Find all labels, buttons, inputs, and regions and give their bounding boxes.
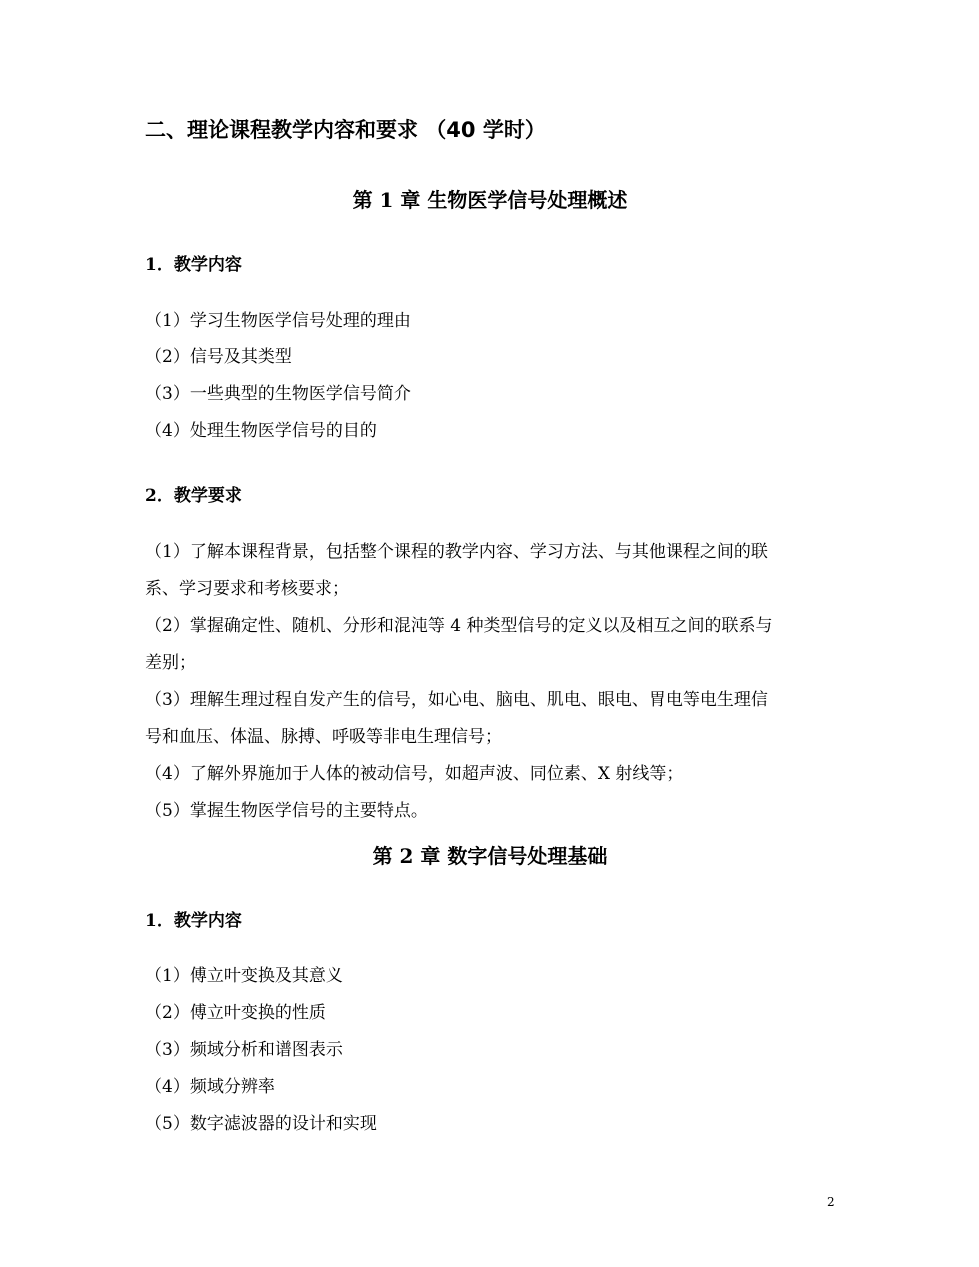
chapter-1-content-heading: 1．教学内容 — [145, 255, 242, 275]
chapter-2-content-heading: 1．教学内容 — [145, 911, 242, 931]
chapter-1-requirements-heading: 2．教学要求 — [145, 486, 242, 506]
chapter-1-requirement-line: （1）了解本课程背景，包括整个课程的教学内容、学习方法、与其他课程之间的联 — [145, 542, 768, 562]
chapter-1-content-item: （2）信号及其类型 — [145, 347, 292, 367]
chapter-2-content-item: （5）数字滤波器的设计和实现 — [145, 1114, 377, 1134]
chapter-2-title: 第 2 章 数字信号处理基础 — [372, 844, 608, 868]
chapter-1-requirement-line: （4）了解外界施加于人体的被动信号，如超声波、同位素、X 射线等； — [145, 764, 684, 784]
chapter-2-content-item: （2）傅立叶变换的性质 — [145, 1003, 326, 1023]
chapter-1-requirement-line: 系、学习要求和考核要求； — [145, 579, 349, 599]
chapter-1-requirement-line: （5）掌握生物医学信号的主要特点。 — [145, 801, 428, 821]
chapter-1-requirement-line: （3）理解生理过程自发产生的信号，如心电、脑电、肌电、眼电、胃电等电生理信 — [145, 690, 768, 710]
chapter-1-requirement-line: 差别； — [145, 653, 196, 673]
chapter-1-title: 第 1 章 生物医学信号处理概述 — [352, 188, 628, 212]
chapter-1-content-item: （4）处理生物医学信号的目的 — [145, 421, 377, 441]
chapter-1-requirement-line: 号和血压、体温、脉搏、呼吸等非电生理信号； — [145, 727, 502, 747]
chapter-2-content-item: （4）频域分辨率 — [145, 1077, 275, 1097]
page-number: 2 — [827, 1195, 835, 1209]
chapter-1-requirement-line: （2）掌握确定性、随机、分形和混沌等 4 种类型信号的定义以及相互之间的联系与 — [145, 616, 773, 636]
section-title: 二、理论课程教学内容和要求 （40 学时） — [145, 118, 546, 142]
chapter-1-content-item: （1）学习生物医学信号处理的理由 — [145, 311, 411, 331]
chapter-2-content-item: （3）频域分析和谱图表示 — [145, 1040, 343, 1060]
chapter-1-content-item: （3）一些典型的生物医学信号简介 — [145, 384, 411, 404]
chapter-2-content-item: （1）傅立叶变换及其意义 — [145, 966, 343, 986]
